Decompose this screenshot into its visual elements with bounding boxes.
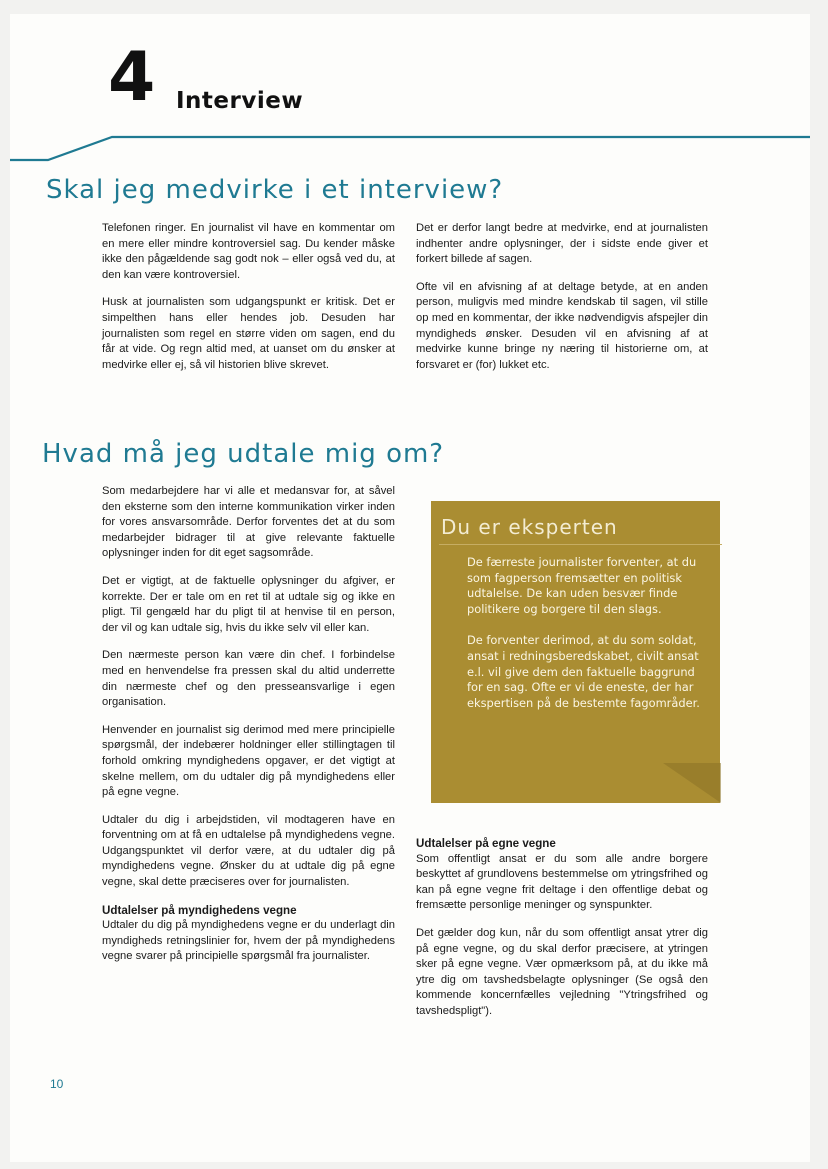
section1-right-column — [416, 221, 708, 385]
body-paragraph: Som medarbejdere har vi alle et medansvar for, at såvel den eksterne som den interne kommunikation virker inden for vores ansvarsområde. Derfor forventes det at du som medarbejder bidrager til at give relevante faktuelle oplysninger inden for dit eget sagsområde. — [102, 485, 395, 560]
body-paragraph: Som offentligt ansat er du som alle andre borgere beskyttet af grundlovens bestemmelse om ytringsfrihed og kan på egne vegne frit deltage i den offentlige debat og fremsætte personlige meninger og synspunkter. — [416, 852, 708, 912]
callout-divider — [439, 544, 722, 545]
section-heading-udtale: Hvad må jeg udtale mig om? — [42, 439, 445, 469]
chapter-title: Interview — [176, 88, 304, 114]
body-paragraph: Den nærmeste person kan være din chef. I forbindelse med en henvendelse fra pressen skal du altid underrette din nærmeste chef og den presseansvarlige i egen organisation. — [102, 649, 395, 709]
document-page — [10, 14, 810, 1162]
body-paragraph: Det gælder dog kun, når du som offentligt ansat ytrer dig på egne vegne, og du skal derfor præcisere, at ytringen sker på egne vegne. Vær opmærksom på, at du ikke må ytre dig om tavshedsbelagte oplysninger (Se også den kommende koncernfælles vejledning "Ytringsfrihed og tavshedspligt"). — [416, 926, 708, 1017]
body-paragraph: Udtaler du dig i arbejdstiden, vil modtageren have en forventning om at få en udtalelse på myndighedens vegne. Udgangspunktet vil derfor være, at du udtaler dig på myndighedens vegne. Ønsker du at udtale dig på egne vegne, skal dette præciseres over for journalisten. — [102, 813, 395, 889]
body-paragraph: Udtaler du dig på myndighedens vegne er du underlagt din myndigheds retningslinier for, hvem der på myndighedens vegne svarer på principielle spørgsmål fra journalister. — [102, 919, 395, 963]
callout-box — [431, 501, 720, 803]
body-paragraph: Husk at journalisten som udgangspunkt er kritisk. Det er simpelthen hans eller hendes job. Desuden har journalisten som regel en større viden om sagen, end du får at vide. Og regn altid med, at uanset om du ønsker at medvirke eller ej, så vil historien blive skrevet. — [102, 296, 395, 371]
body-paragraph: Det er derfor langt bedre at medvirke, end at journalisten indhenter andre oplysninger, der i sidste ende giver et forkert billede af sagen. — [416, 222, 708, 266]
subheading-myndighed: Udtalelser på myndighedens vegne — [102, 903, 297, 917]
chapter-number: 4 — [108, 38, 156, 117]
callout-paragraph: De færreste journalister forventer, at du som fagperson fremsætter en politisk udtalelse. De kan uden besvær finde politikere og borgere til den slags. — [467, 555, 697, 616]
body-paragraph: Ofte vil en afvisning af at deltage betyde, at en anden person, muligvis med mindre kendskab til sagen, vil stille op med en kommentar, der ikke nødvendigvis afspejler din myndigheds ønsker. Desuden vil en afvisning af at medvirke kunne bringe ny næring til historierne om, at forsvaret er (for) lukket etc. — [416, 280, 708, 371]
body-paragraph: Henvender en journalist sig derimod med mere principielle spørgsmål, der indebærer holdninger eller stillingtagen til forhold omkring myndighedens opgaver, er det vigtigt at skelne mellem, om du udtaler dig på myndighedens eller på egne vegne. — [102, 723, 395, 799]
callout-paragraph: De forventer derimod, at du som soldat, ansat i redningsberedskabet, civilt ansat e.l. vil give dem den faktuelle baggrund for en sag. Ofte er vi de eneste, der har ekspertisen på de bestemte fagområder. — [467, 633, 700, 710]
body-paragraph: Telefonen ringer. En journalist vil have en kommentar om en mere eller mindre kontroversiel sag. Du kender måske ikke den pågældende sag godt nok – eller også ved du, at den kan være kontroversiel. — [102, 222, 395, 281]
section-heading-medvirke: Skal jeg medvirke i et interview? — [46, 175, 504, 205]
section1-left-column — [102, 221, 395, 385]
body-paragraph: Det er vigtigt, at de faktuelle oplysninger du afgiver, er korrekte. Der er tale om en ret til at udtale sig og ikke en pligt. Til gengæld har du pligt til at henvise til en person, der vil og kan udtale sig, hvis du ikke selv vil eller kan. — [102, 574, 395, 634]
section2-left-column — [102, 484, 395, 977]
callout-text — [467, 555, 709, 727]
callout-title: Du er eksperten — [441, 515, 618, 539]
header-rule — [10, 124, 810, 164]
section2-right-column — [416, 836, 708, 1032]
page-number: 10 — [50, 1077, 64, 1091]
subheading-egne-vegne: Udtalelser på egne vegne — [416, 837, 556, 850]
callout-corner-fold — [663, 763, 721, 805]
